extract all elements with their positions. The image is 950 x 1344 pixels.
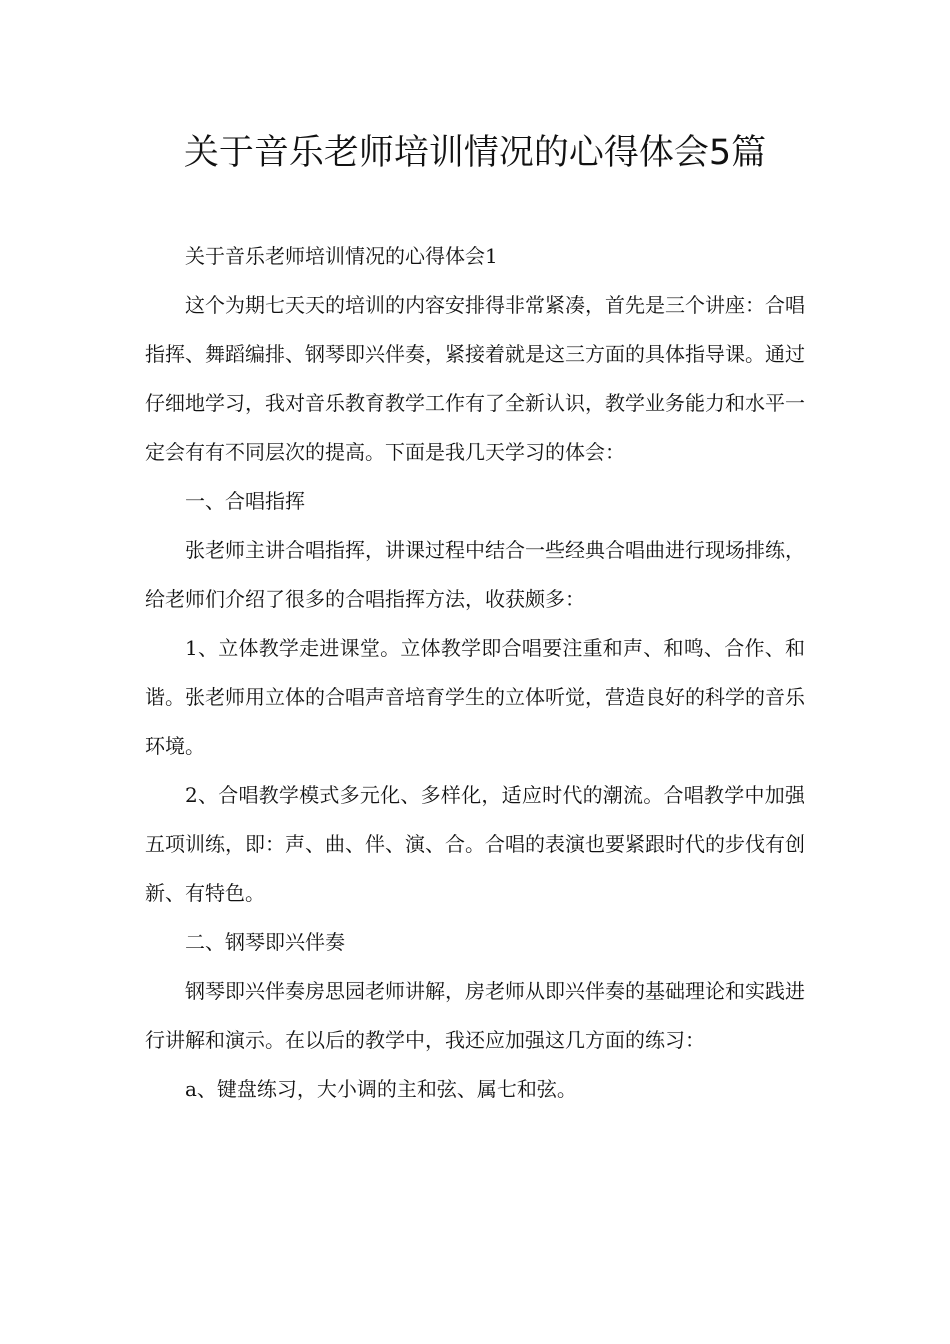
list-item-2: 2、合唱教学模式多元化、多样化，适应时代的潮流。合唱教学中加强五项训练，即：声、曲、伴、演、合。合唱的表演也要紧跟时代的步伐有创新、有特色。 [145, 783, 805, 905]
subheading-choral-conducting: 一、合唱指挥 [185, 489, 305, 513]
section-heading-1: 关于音乐老师培训情况的心得体会1 [185, 244, 498, 268]
document-body [145, 232, 805, 1114]
paragraph-piano-lecture: 钢琴即兴伴奏房思园老师讲解，房老师从即兴伴奏的基础理论和实践进行讲解和演示。在以后的教学中，我还应加强这几方面的练习： [145, 979, 805, 1052]
paragraph-choral-lecture: 张老师主讲合唱指挥，讲课过程中结合一些经典合唱曲进行现场排练，给老师们介绍了很多的合唱指挥方法，收获颇多： [145, 538, 805, 611]
subheading-piano-accompaniment: 二、钢琴即兴伴奏 [185, 930, 345, 954]
list-item-a: a、键盘练习，大小调的主和弦、属七和弦。 [185, 1077, 577, 1101]
list-item-1: 1、立体教学走进课堂。立体教学即合唱要注重和声、和鸣、合作、和谐。张老师用立体的合唱声音培育学生的立体听觉，营造良好的科学的音乐环境。 [145, 636, 805, 758]
intro-paragraph: 这个为期七天天的培训的内容安排得非常紧凑，首先是三个讲座：合唱指挥、舞蹈编排、钢琴即兴伴奏，紧接着就是这三方面的具体指导课。通过仔细地学习，我对音乐教育教学工作有了全新认识，教学业务能力和水平一定会有有不同层次的提高。下面是我几天学习的体会： [145, 293, 805, 464]
document-title: 关于音乐老师培训情况的心得体会5篇 [183, 133, 767, 173]
